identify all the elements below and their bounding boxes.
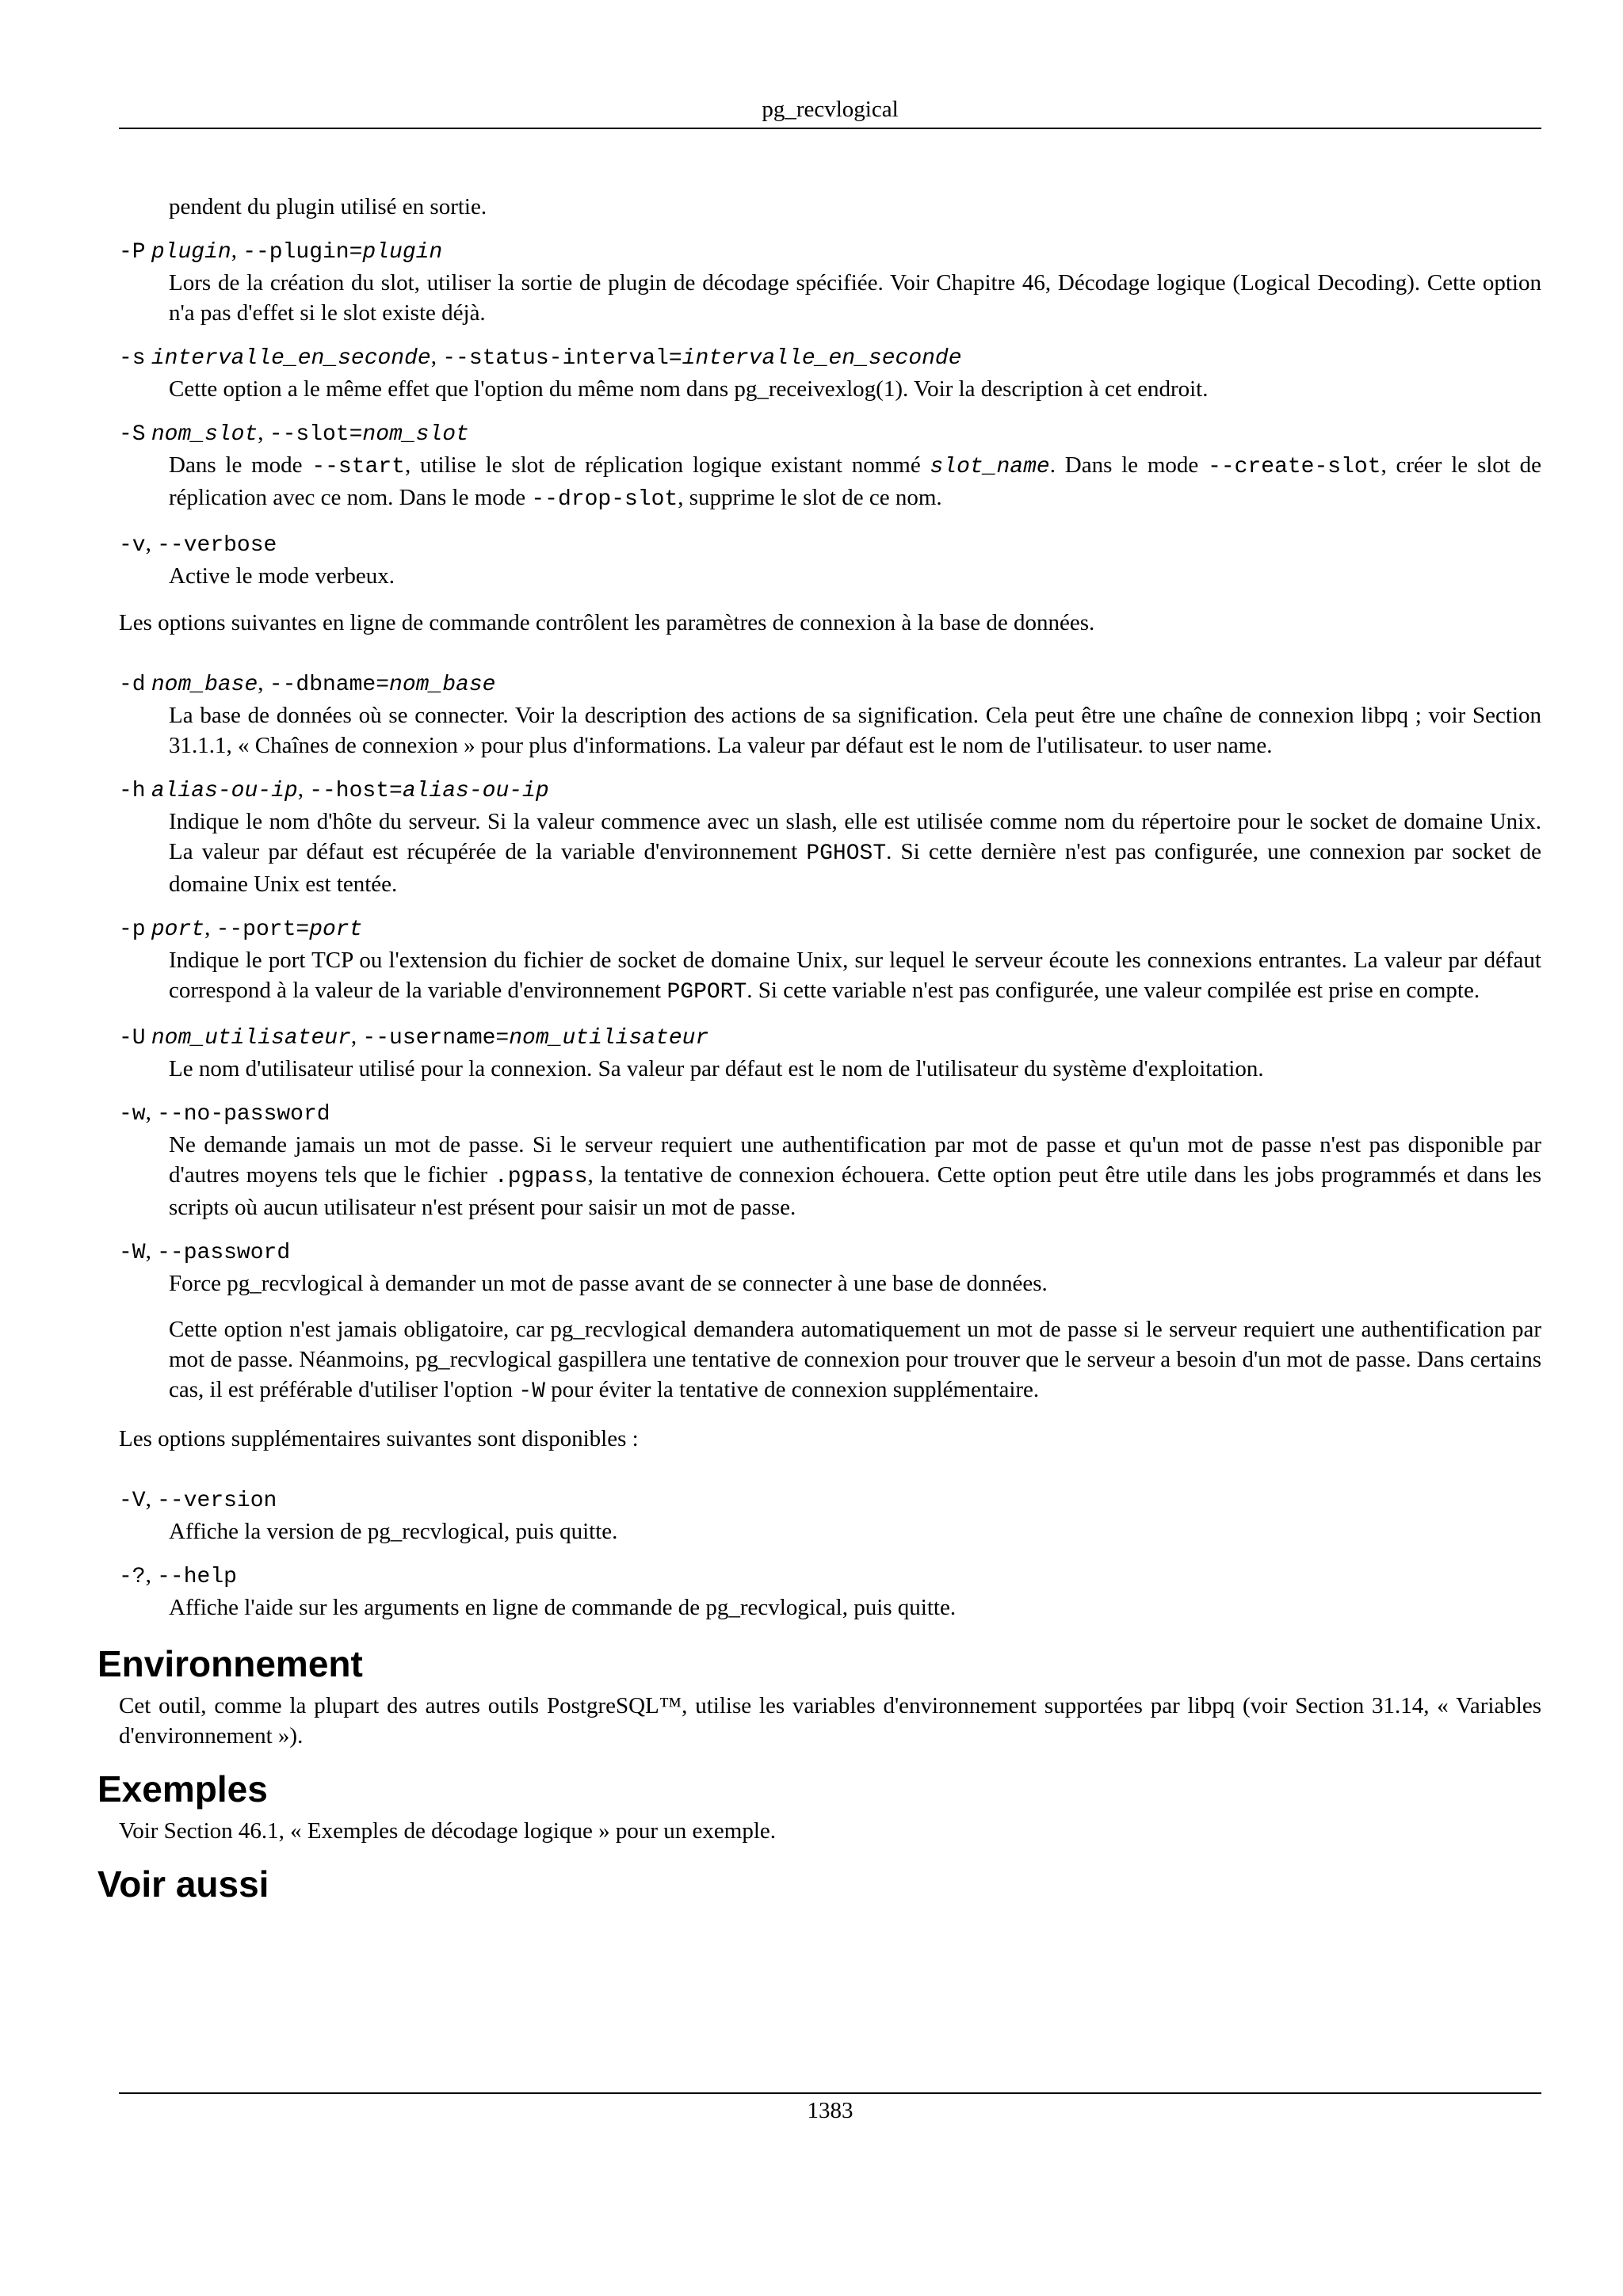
header-rule (119, 128, 1541, 129)
option-entry (119, 418, 1541, 515)
option-term (119, 1484, 1541, 1516)
section-title-voir-aussi: Voir aussi (97, 1863, 269, 1905)
option-separator: , (258, 420, 269, 445)
option-flag-short: -? (119, 1565, 146, 1589)
option-term (119, 668, 1541, 700)
option-arg-short: nom_slot (151, 422, 258, 447)
option-flag-long: --password (157, 1241, 291, 1265)
option-separator: , (145, 1238, 158, 1264)
option-description (169, 374, 1541, 404)
option-arg-long: nom_base (389, 673, 496, 697)
description-text: . Si cette dernière n'est pas configurée, une connexion par socket de domaine Unix est tentée. (169, 839, 1541, 897)
option-flag-short: -S (119, 422, 146, 447)
option-description (169, 561, 1541, 591)
option-term (119, 1097, 1541, 1130)
option-term (119, 341, 1541, 374)
option-flag-short: -s (119, 346, 146, 371)
section-title-exemples: Exemples (97, 1768, 268, 1810)
option-term (119, 418, 1541, 450)
option-arg-short: nom_base (151, 673, 258, 697)
option-list-connection (0, 668, 1623, 1407)
option-arg-short: alias-ou-ip (151, 779, 298, 803)
description-text: , créer le slot de réplication avec ce nom. Dans le mode (169, 452, 1542, 510)
option-description (169, 700, 1541, 761)
option-flag-short: -h (119, 779, 146, 803)
footer-rule (119, 2092, 1541, 2094)
option-arg-long: intervalle_en_seconde (682, 346, 962, 371)
description-text: Indique le nom d'hôte du serveur. Si la valeur commence avec un slash, elle est utilisée comme nom du répertoire pour le socket de domaine Unix. La valeur par défaut est récupérée de la variable d'environnement (169, 809, 1541, 864)
inline-code: .pgpass (494, 1165, 588, 1189)
option-flag-long: --version (157, 1489, 277, 1513)
option-arg-long: alias-ou-ip (402, 779, 549, 803)
description-text: . Si cette variable n'est pas configurée, une valeur compilée est prise en compte. (747, 978, 1480, 1003)
option-arg-short: plugin (151, 240, 231, 265)
option-term (119, 235, 1541, 268)
description-text: , utilise le slot de réplication logique existant nommé (404, 452, 930, 478)
option-entry (119, 1021, 1541, 1084)
option-term (119, 1236, 1541, 1268)
running-header: pg_recvlogical (762, 97, 899, 122)
description-text: Dans le mode (169, 452, 312, 478)
description-text: pour éviter la tentative de connexion supplémentaire. (544, 1377, 1040, 1402)
option-description (169, 1054, 1541, 1084)
option-flag-long: --no-password (157, 1102, 330, 1127)
option-description (169, 945, 1541, 1008)
option-entry (119, 1097, 1541, 1222)
option-arg-long: nom_slot (362, 422, 469, 447)
option-flag-short: -w (119, 1102, 146, 1127)
option-flag-long: --help (157, 1565, 237, 1589)
description-text: Active le mode verbeux. (169, 563, 395, 589)
option-separator: , (145, 531, 158, 556)
option-flag-long: --host= (309, 779, 403, 803)
description-text: Cette option a le même effet que l'option du même nom dans pg_receivexlog(1). Voir la description à cet endroit. (169, 376, 1209, 402)
option-flag-long: --verbose (157, 533, 277, 558)
inline-code: slot_name (930, 455, 1050, 479)
option-term (119, 1560, 1541, 1592)
option-flag-short: -V (119, 1489, 146, 1513)
option-separator: , (204, 915, 216, 940)
option-description (169, 1130, 1541, 1222)
option-entry (119, 528, 1541, 591)
option-separator: , (430, 344, 443, 369)
option-separator: , (350, 1024, 363, 1049)
option-list-output (0, 235, 1623, 591)
inline-code: PGPORT (666, 980, 747, 1005)
option-arg-long: port (309, 917, 363, 942)
option-arg-long: plugin (362, 240, 443, 265)
section-body-exemples: Voir Section 46.1, « Exemples de décodage logique » pour un exemple. (119, 1818, 776, 1844)
continuation-text: pendent du plugin utilisé en sortie. (169, 194, 487, 219)
description-text: Affiche l'aide sur les arguments en ligne de commande de pg_recvlogical, puis quitte. (169, 1595, 957, 1620)
additional-options-intro: Les options supplémentaires suivantes sont disponibles : (119, 1426, 639, 1451)
section-body-environnement: Cet outil, comme la plupart des autres outils PostgreSQL™, utilise les variables d'environnement supportées par libpq (voir Section 31.14, « Variables d'environnement »). (119, 1693, 1541, 1749)
option-description (169, 1592, 1541, 1623)
option-entry (119, 774, 1541, 899)
option-flag-long: --plugin= (242, 240, 363, 265)
description-text: . Dans le mode (1049, 452, 1209, 478)
option-description (169, 807, 1541, 899)
page-number: 1383 (807, 2098, 854, 2123)
option-entry (119, 1236, 1541, 1407)
option-separator: , (145, 1100, 158, 1125)
option-flag-short: -v (119, 533, 146, 558)
option-separator: , (145, 1486, 158, 1512)
inline-code: -W (518, 1379, 545, 1404)
connection-options-intro: Les options suivantes en ligne de commande contrôlent les paramètres de connexion à la base de données. (119, 610, 1095, 635)
option-separator: , (231, 238, 243, 263)
inline-code: PGHOST (806, 841, 887, 866)
option-flag-short: -U (119, 1026, 146, 1051)
option-separator: , (258, 670, 269, 696)
option-arg-long: nom_utilisateur (509, 1026, 709, 1051)
option-flag-long: --username= (362, 1026, 510, 1051)
option-flag-short: -W (119, 1241, 146, 1265)
description-text: Cette option n'est jamais obligatoire, car pg_recvlogical demandera automatiquement un mot de passe si le serveur requiert une authentification par mot de passe. Néanmoins, pg_recvlogical gaspillera une tentative de connexion pour trouver que le serveur a besoin d'un mot de passe. Dans certains cas, il est préférable d'utiliser l'option (169, 1317, 1541, 1402)
page-content (0, 192, 1623, 1906)
option-flag-long: --status-interval= (442, 346, 682, 371)
option-list-additional (0, 1484, 1623, 1623)
option-arg-short: port (151, 917, 205, 942)
description-text: Ne demande jamais un mot de passe. Si le serveur requiert une authentification par mot de passe et qu'un mot de passe n'est pas disponible par d'autres moyens tels que le fichier (169, 1132, 1541, 1188)
option-entry (119, 913, 1541, 1008)
option-term (119, 528, 1541, 561)
option-arg-short: intervalle_en_seconde (151, 346, 431, 371)
option-description (169, 1314, 1541, 1407)
option-flag-short: -p (119, 917, 146, 942)
inline-code: --drop-slot (531, 487, 678, 512)
option-entry (119, 668, 1541, 761)
description-text: Indique le port TCP ou l'extension du fichier de socket de domaine Unix, sur lequel le serveur écoute les connexions entrantes. La valeur par défaut correspond à la valeur de la variable d'environnement (169, 948, 1541, 1003)
option-separator: , (297, 776, 310, 802)
option-term (119, 774, 1541, 807)
option-separator: , (145, 1562, 158, 1588)
description-text: , la tentative de connexion échouera. Cette option peut être utile dans les jobs programmés et dans les scripts où aucun utilisateur n'est présent pour saisir un mot de passe. (169, 1162, 1541, 1220)
option-entry (119, 1484, 1541, 1547)
option-entry (119, 1560, 1541, 1623)
inline-code: --create-slot (1208, 455, 1381, 479)
option-description (169, 268, 1541, 328)
description-text: Le nom d'utilisateur utilisé pour la connexion. Sa valeur par défaut est le nom de l'utilisateur du système d'exploitation. (169, 1056, 1264, 1081)
option-arg-short: nom_utilisateur (151, 1026, 351, 1051)
option-entry (119, 235, 1541, 328)
description-text: Lors de la création du slot, utiliser la sortie de plugin de décodage spécifiée. Voir Chapitre 46, Décodage logique (Logical Decoding). Cette option n'a pas d'effet si le slot existe déjà. (169, 270, 1541, 326)
option-description (169, 450, 1541, 515)
option-flag-long: --dbname= (269, 673, 390, 697)
description-text: Affiche la version de pg_recvlogical, puis quitte. (169, 1519, 618, 1544)
description-text: La base de données où se connecter. Voir la description des actions de sa signification. Cela peut être une chaîne de connexion libpq ; voir Section 31.1.1, « Chaînes de connexion » pour plus d'informations. La valeur par défaut est le nom de l'utilisateur. to user name. (169, 703, 1541, 758)
option-description (169, 1268, 1541, 1299)
description-text: Force pg_recvlogical à demander un mot de passe avant de se connecter à une base de données. (169, 1271, 1048, 1296)
option-description (169, 1516, 1541, 1547)
description-text: , supprime le slot de ce nom. (678, 485, 942, 510)
option-flag-short: -P (119, 240, 146, 265)
section-title-environnement: Environnement (97, 1643, 363, 1684)
option-flag-long: --port= (216, 917, 310, 942)
option-term (119, 1021, 1541, 1054)
inline-code: --start (311, 455, 405, 479)
option-flag-long: --slot= (269, 422, 363, 447)
option-term (119, 913, 1541, 945)
option-flag-short: -d (119, 673, 146, 697)
option-entry (119, 341, 1541, 404)
